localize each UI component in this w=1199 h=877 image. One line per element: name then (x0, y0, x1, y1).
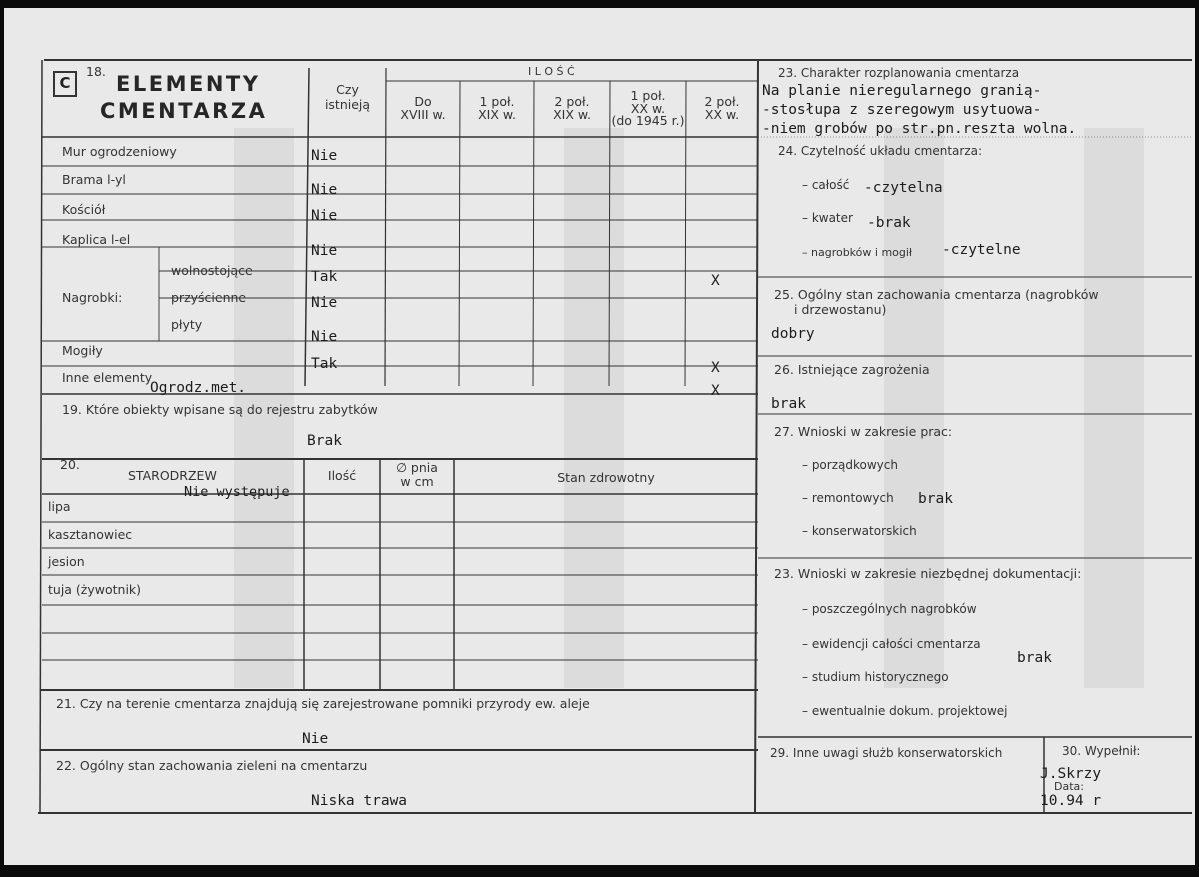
tree-row-lime: lipa (48, 499, 71, 514)
section-27-label: 27. Wnioski w zakresie prac: (774, 424, 953, 439)
exists-wall: Nie (311, 148, 338, 164)
section-18-number: 18. (86, 64, 106, 79)
col-header-exists: Czy istnieją (324, 82, 371, 112)
section-25-label-line2: i drzewostanu) (794, 302, 887, 317)
section-20-title: STARODRZEW (128, 468, 217, 483)
section-23b-item-design: – ewentualnie dokum. projektowej (802, 704, 1008, 718)
row-label-wall-mounted: przyścienne (171, 290, 247, 305)
section-19-label: 19. Które obiekty wpisane są do rejestru zabytków (62, 402, 378, 417)
col-header-health: Stan zdrowotny (557, 470, 655, 485)
section-23b-value: brak (1017, 650, 1052, 666)
section-18-title-line2: CMENTARZA (100, 99, 268, 123)
section-20-note: Nie występuje (184, 484, 290, 500)
filled-by-name: J.Skrzy (1040, 766, 1102, 782)
section-23b-item-history: – studium historycznego (802, 670, 949, 684)
section-21-label: 21. Czy na terenie cmentarza znajdują się zarejestrowane pomniki przyrody ew. aleje (56, 696, 590, 711)
section-27-value: brak (918, 491, 953, 507)
other-elements-value: Ogrodz.met. (150, 380, 247, 396)
section-23a-line1: Na planie nieregularnego granią- (762, 83, 1042, 99)
row-label-tombstones: Nagrobki: (62, 290, 123, 305)
section-24-value-whole: -czytelna (864, 180, 943, 196)
row-label-chapel: Kaplica l-el (62, 232, 131, 247)
tree-row-ash: jesion (48, 554, 85, 569)
section-22-value: Niska trawa (311, 793, 408, 809)
mark-freestanding: X (711, 273, 720, 289)
section-23a-line2: -stosłupa z szeregowym usytuowa- (762, 102, 1042, 118)
section-22-label: 22. Ogólny stan zachowania zieleni na cmentarzu (56, 758, 368, 773)
section-26-label: 26. Istniejące zagrożenia (774, 362, 930, 377)
exists-wall-mounted: Nie (311, 295, 338, 311)
section-30-label: 30. Wypełnił: (1062, 744, 1141, 758)
row-label-gate: Brama l-yl (62, 172, 126, 187)
tree-row-thuja: tuja (żywotnik) (48, 582, 142, 597)
section-25-value: dobry (771, 326, 815, 342)
tree-row-chestnut: kasztanowiec (48, 527, 133, 542)
section-24-value-quarters: -brak (867, 215, 911, 231)
col-header-count: Ilość (327, 468, 357, 483)
section-24-value-tombs: -czytelne (942, 242, 1021, 258)
section-20-number: 20. (60, 457, 80, 472)
inventory-form (4, 8, 1195, 865)
row-label-other: Inne elementy (62, 370, 153, 385)
section-27-item-repair: – remontowych (802, 491, 894, 505)
section-23b-item-records: – ewidencji całości cmentarza (802, 637, 981, 651)
row-label-slabs: płyty (171, 317, 203, 332)
exists-graves: Tak (311, 356, 338, 372)
section-25-label-line1: 25. Ogólny stan zachowania cmentarza (nagrobków (774, 287, 1099, 302)
section-23a-label: 23. Charakter rozplanowania cmentarza (778, 66, 1020, 80)
section-19-value: Brak (307, 433, 342, 449)
exists-church: Nie (311, 208, 338, 224)
section-23a-line3: -niem grobów po str.pn.reszta wolna. (762, 121, 1077, 137)
col-header-ilosc: I L O Ś Ć (528, 65, 575, 78)
section-27-item-cleaning: – porządkowych (802, 458, 898, 472)
exists-freestanding: Tak (311, 269, 338, 285)
mark-other: X (711, 383, 720, 399)
section-23b-label: 23. Wnioski w zakresie niezbędnej dokumentacji: (774, 566, 1082, 581)
col-header-period-2: 1 poł. XIX w. (478, 94, 516, 122)
section-24-item-tombs: – nagrobków i mogił (802, 246, 913, 259)
col-header-period-1: Do XVIII w. (400, 94, 446, 122)
section-code-box: C (53, 71, 77, 97)
col-header-period-4: 1 poł. XX w. (do 1945 r.) (611, 88, 685, 128)
mark-graves: X (711, 360, 720, 376)
section-24-label: 24. Czytelność układu cmentarza: (778, 144, 983, 158)
date-label: Data: (1054, 780, 1084, 793)
col-header-period-3: 2 poł. XIX w. (553, 94, 591, 122)
row-label-church: Kościół (62, 202, 106, 217)
exists-slabs: Nie (311, 329, 338, 345)
section-21-value: Nie (302, 731, 329, 747)
section-24-item-quarters: – kwater (802, 211, 853, 225)
col-header-period-5: 2 poł. XX w. (704, 94, 740, 122)
section-24-item-whole: – całość (802, 178, 850, 192)
col-header-diameter: ∅ pnia w cm (396, 460, 438, 489)
section-27-item-conservation: – konserwatorskich (802, 524, 917, 538)
row-label-wall: Mur ogrodzeniowy (62, 144, 177, 159)
exists-chapel: Nie (311, 243, 338, 259)
row-label-graves: Mogiły (62, 343, 103, 358)
exists-gate: Nie (311, 182, 338, 198)
date-value: 10.94 r (1040, 793, 1102, 809)
section-26-value: brak (771, 396, 806, 412)
section-18-title-line1: ELEMENTY (116, 72, 261, 96)
section-23b-item-tombs: – poszczególnych nagrobków (802, 602, 977, 616)
row-label-freestanding: wolnostojące (171, 263, 253, 278)
section-29-label: 29. Inne uwagi służb konserwatorskich (770, 746, 1003, 760)
